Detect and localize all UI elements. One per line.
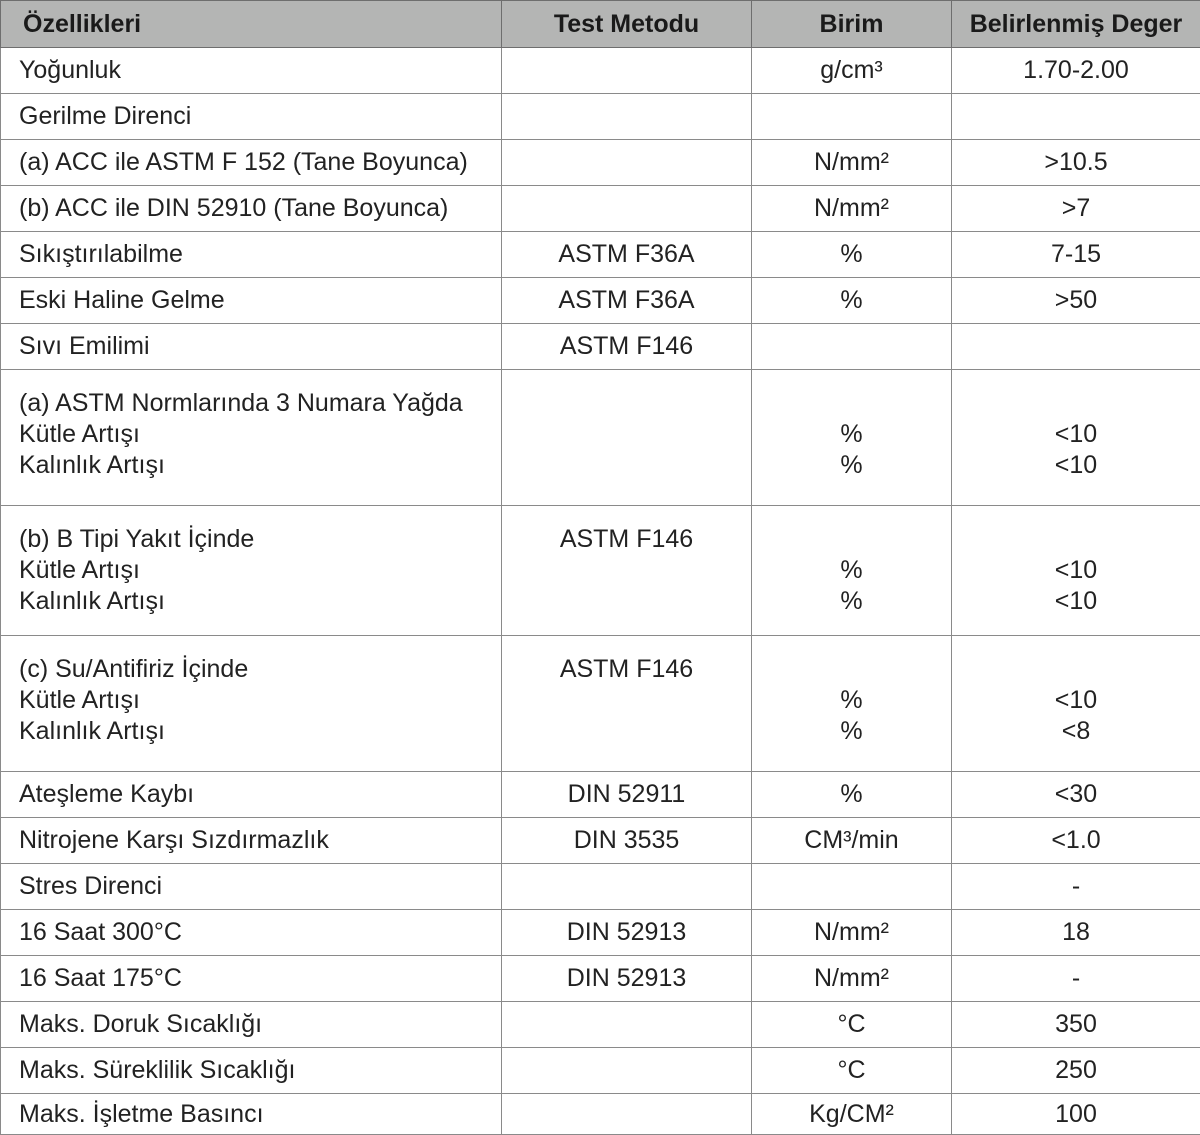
header-specified-value: Belirlenmiş Deger (952, 1, 1200, 48)
cell-line: <10 (960, 685, 1192, 716)
property-cell: Ateşleme Kaybı (1, 772, 502, 818)
value-cell: - (952, 864, 1200, 910)
cell-line (510, 555, 743, 586)
value-cell: 1.70-2.00 (952, 48, 1200, 94)
test-method-cell (502, 1094, 752, 1135)
property-cell: Sıkıştırılabilme (1, 232, 502, 278)
value-cell (952, 370, 1200, 506)
cell-line: % (760, 685, 943, 716)
property-cell: Maks. Süreklilik Sıcaklığı (1, 1048, 502, 1094)
cell-line (760, 388, 943, 419)
test-method-cell (502, 864, 752, 910)
unit-cell (752, 94, 952, 140)
test-method-cell (502, 48, 752, 94)
value-cell: >10.5 (952, 140, 1200, 186)
property-cell: (b) ACC ile DIN 52910 (Tane Boyunca) (1, 186, 502, 232)
cell-line (960, 654, 1192, 685)
table-header (1, 1, 1200, 48)
cell-line: Kütle Artışı (19, 685, 493, 716)
cell-line: % (760, 716, 943, 747)
cell-line: ASTM F146 (510, 524, 743, 555)
cell-lines (760, 370, 943, 499)
cell-line (510, 586, 743, 617)
table-row (1, 1094, 1200, 1135)
value-cell (952, 506, 1200, 636)
table-row (1, 1002, 1200, 1048)
cell-line: % (760, 450, 943, 481)
cell-line (760, 524, 943, 555)
cell-lines (960, 636, 1192, 765)
property-cell: Stres Direnci (1, 864, 502, 910)
value-cell: <1.0 (952, 818, 1200, 864)
test-method-cell (502, 94, 752, 140)
test-method-cell: ASTM F146 (502, 324, 752, 370)
cell-line: % (760, 419, 943, 450)
unit-cell (752, 636, 952, 772)
unit-cell (752, 506, 952, 636)
value-cell (952, 94, 1200, 140)
header-unit: Birim (752, 1, 952, 48)
property-cell: Nitrojene Karşı Sızdırmazlık (1, 818, 502, 864)
test-method-cell (502, 506, 752, 636)
cell-line: <10 (960, 586, 1192, 617)
cell-lines (19, 506, 493, 635)
cell-line: Kütle Artışı (19, 555, 493, 586)
test-method-cell (502, 1048, 752, 1094)
table-row (1, 94, 1200, 140)
test-method-cell (502, 140, 752, 186)
table-row (1, 186, 1200, 232)
table-row (1, 370, 1200, 506)
cell-line: <8 (960, 716, 1192, 747)
unit-cell: g/cm³ (752, 48, 952, 94)
test-method-cell (502, 370, 752, 506)
property-cell: 16 Saat 300°C (1, 910, 502, 956)
property-cell: Sıvı Emilimi (1, 324, 502, 370)
test-method-cell (502, 186, 752, 232)
property-cell: Maks. İşletme Basıncı (1, 1094, 502, 1135)
table-row (1, 772, 1200, 818)
cell-line: (b) B Tipi Yakıt İçinde (19, 524, 493, 555)
test-method-cell: DIN 52911 (502, 772, 752, 818)
value-cell (952, 324, 1200, 370)
property-cell: (a) ACC ile ASTM F 152 (Tane Boyunca) (1, 140, 502, 186)
test-method-cell: ASTM F36A (502, 232, 752, 278)
property-cell: Yoğunluk (1, 48, 502, 94)
table-row (1, 232, 1200, 278)
table-row (1, 864, 1200, 910)
unit-cell: CM³/min (752, 818, 952, 864)
cell-line: Kalınlık Artışı (19, 716, 493, 747)
cell-line: (a) ASTM Normlarında 3 Numara Yağda (19, 388, 493, 419)
cell-line: Kütle Artışı (19, 419, 493, 450)
table-row (1, 278, 1200, 324)
value-cell: >7 (952, 186, 1200, 232)
test-method-cell: DIN 52913 (502, 956, 752, 1002)
table-row (1, 324, 1200, 370)
property-cell (1, 636, 502, 772)
unit-cell: % (752, 772, 952, 818)
value-cell: 350 (952, 1002, 1200, 1048)
cell-lines (760, 636, 943, 765)
test-method-cell (502, 636, 752, 772)
cell-lines (510, 506, 743, 635)
cell-lines (510, 636, 743, 765)
cell-line: Kalınlık Artışı (19, 586, 493, 617)
value-cell (952, 636, 1200, 772)
unit-cell (752, 370, 952, 506)
cell-lines (510, 370, 743, 499)
cell-line (960, 388, 1192, 419)
value-cell: 18 (952, 910, 1200, 956)
property-cell: 16 Saat 175°C (1, 956, 502, 1002)
table-row (1, 506, 1200, 636)
property-cell: Gerilme Direnci (1, 94, 502, 140)
cell-line (510, 716, 743, 747)
test-method-cell: DIN 52913 (502, 910, 752, 956)
unit-cell: °C (752, 1002, 952, 1048)
unit-cell: N/mm² (752, 910, 952, 956)
unit-cell: N/mm² (752, 140, 952, 186)
table-row (1, 636, 1200, 772)
value-cell: - (952, 956, 1200, 1002)
cell-line: <10 (960, 450, 1192, 481)
cell-line (960, 524, 1192, 555)
unit-cell: % (752, 278, 952, 324)
value-cell: 7-15 (952, 232, 1200, 278)
test-method-cell: DIN 3535 (502, 818, 752, 864)
property-cell: Eski Haline Gelme (1, 278, 502, 324)
value-cell: 100 (952, 1094, 1200, 1135)
cell-lines (19, 370, 493, 499)
cell-line: % (760, 586, 943, 617)
cell-line: Kalınlık Artışı (19, 450, 493, 481)
table-row (1, 48, 1200, 94)
value-cell: >50 (952, 278, 1200, 324)
table-body (1, 48, 1200, 1135)
unit-cell: N/mm² (752, 956, 952, 1002)
header-properties: Özellikleri (1, 1, 502, 48)
header-test-method: Test Metodu (502, 1, 752, 48)
test-method-cell (502, 1002, 752, 1048)
cell-line (510, 685, 743, 716)
table-row (1, 818, 1200, 864)
property-cell (1, 370, 502, 506)
cell-lines (760, 506, 943, 635)
table-row (1, 910, 1200, 956)
cell-line: % (760, 555, 943, 586)
cell-line: (c) Su/Antifiriz İçinde (19, 654, 493, 685)
cell-line: <10 (960, 555, 1192, 586)
header-row (1, 1, 1200, 48)
cell-line (510, 450, 743, 481)
property-cell (1, 506, 502, 636)
test-method-cell: ASTM F36A (502, 278, 752, 324)
table-row (1, 956, 1200, 1002)
unit-cell: Kg/CM² (752, 1094, 952, 1135)
unit-cell: °C (752, 1048, 952, 1094)
cell-line (760, 654, 943, 685)
table-row (1, 140, 1200, 186)
cell-line: <10 (960, 419, 1192, 450)
unit-cell: % (752, 232, 952, 278)
property-cell: Maks. Doruk Sıcaklığı (1, 1002, 502, 1048)
unit-cell (752, 864, 952, 910)
unit-cell (752, 324, 952, 370)
cell-line (510, 388, 743, 419)
value-cell: <30 (952, 772, 1200, 818)
cell-lines (960, 506, 1192, 635)
cell-line (510, 419, 743, 450)
unit-cell: N/mm² (752, 186, 952, 232)
value-cell: 250 (952, 1048, 1200, 1094)
table-row (1, 1048, 1200, 1094)
cell-lines (960, 370, 1192, 499)
cell-line: ASTM F146 (510, 654, 743, 685)
cell-lines (19, 636, 493, 765)
